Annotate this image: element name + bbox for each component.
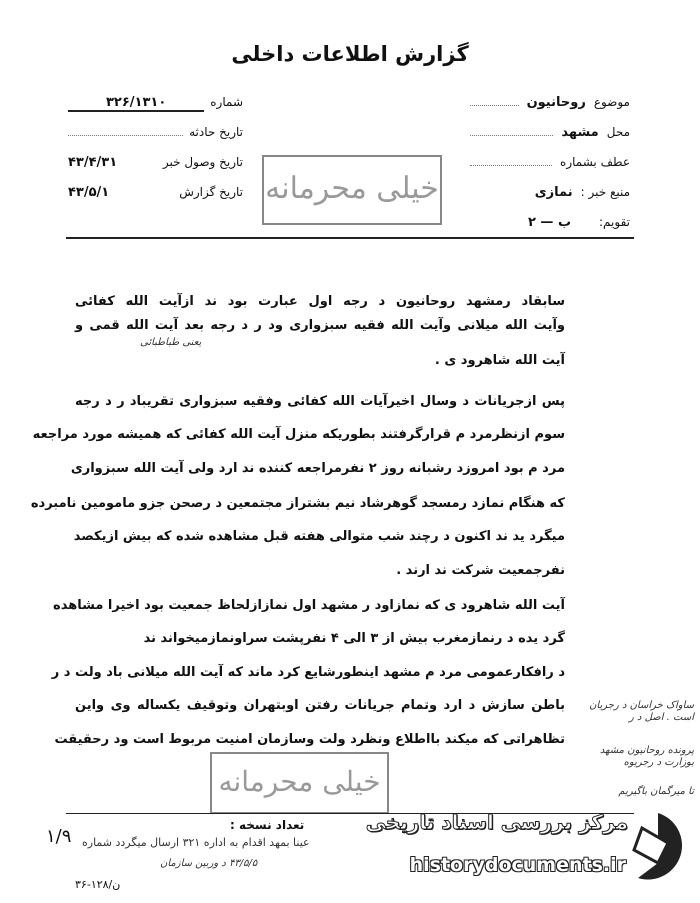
field-value: نمازی xyxy=(534,185,573,200)
body-line: آیت الله شاهرود ی که نمازاود ر مشهد اول نمازازلحاظ جمعیت بود اخیرا مشاهده xyxy=(53,598,565,613)
field-value: ب — ۲ xyxy=(527,215,572,230)
body-line: سابقاد رمشهد روحانیون د رجه اول عبارت بود ند ازآیت الله کفائی xyxy=(75,294,565,309)
document-title: گزارش اطلاعات داخلی xyxy=(231,42,469,66)
field-label: تاریخ وصول خبر xyxy=(162,155,243,169)
watermark-logo xyxy=(365,808,688,893)
handwritten-note: تا میرگمان باگیریم xyxy=(618,786,694,797)
confidential-stamp: خیلی محرمانه xyxy=(262,155,442,225)
margin-note: یعنی طباطبائی xyxy=(140,337,202,348)
handwritten-date: ۴۳/۵/۵ د وربین سازمان xyxy=(160,858,258,869)
fields-left xyxy=(68,95,243,215)
field-label: موضوع xyxy=(593,95,630,109)
field-subject xyxy=(470,95,630,125)
field-label: عطف بشماره xyxy=(560,155,630,169)
body-line: سوم ازنظرمرد م قرارگرفتند بطوریکه منزل آیت الله کفائی که همیشه مورد مراجعه xyxy=(32,427,565,442)
body-line: پس ازجریانات د وسال اخیرآیات الله کفائی وفقیه سبزواری تقریباد ر د رجه xyxy=(75,394,565,409)
dotted-line xyxy=(470,135,553,136)
body-line: گرد یده د رنمازمغرب بیش از ۳ الی ۴ نفرپشت سراونمازمیخواند ند xyxy=(143,631,565,646)
form-code: ن/۱۲۸-۳۶ xyxy=(75,878,121,891)
body-line: د رافکارعمومی مرد م مشهد اینطورشایع کرد ماند که آیت الله میلانی باد ولت د ر xyxy=(51,665,565,680)
field-received-date xyxy=(68,155,243,185)
dotted-line xyxy=(470,165,552,166)
field-value: ۴۳/۴/۳۱ xyxy=(68,155,118,170)
field-value: ۳۲۶/۱۳۱۰ xyxy=(68,95,204,112)
forwarding-line: عینا بمهد اقدام به اداره ۳۲۱ ارسال میگردد شماره xyxy=(82,836,310,849)
body-line: باطن سازش د ارد وتمام جریانات رفتن اوبتهران وتوقیف یکساله وی واین xyxy=(75,698,565,713)
confidential-stamp-bottom: خیلی محرمانه xyxy=(210,752,389,814)
field-label: منبع خبر : xyxy=(580,185,630,199)
field-reference xyxy=(470,155,630,185)
body-line: مرد م بود امروزد رشبانه روز ۲ نفرمراجعه کننده ند ارد ولی آیت الله سبزواری xyxy=(70,461,565,476)
field-label: تقویم: xyxy=(599,215,630,229)
watermark-text-fa: مرکز بررسی اسناد تاریخی xyxy=(365,810,628,834)
field-value: ۴۳/۵/۱ xyxy=(68,185,110,200)
handwritten-note: ساواک خراسان د رجریان است . اصل د ر xyxy=(589,700,694,723)
body-line: وآیت الله میلانی وآیت الله فقیه سبزواری ود ر د رجه بعد آیت الله قمی و xyxy=(75,318,565,333)
field-source xyxy=(470,185,630,215)
field-report-date xyxy=(68,185,243,215)
watermark-text-en: historydocuments.ir xyxy=(409,854,626,876)
handwritten-note: پرونده روحانیون مشهد بوزارت د رجریوه xyxy=(599,745,694,768)
field-rating xyxy=(470,215,630,245)
forwarding-number: ۱/۹ xyxy=(46,826,72,847)
dotted-line xyxy=(68,135,183,136)
body-line: میگرد ید ند اکنون د رچند شب متوالی هفته قبل مشاهده شده که بیش ازیکصد xyxy=(73,529,565,544)
body-line: نفرجمعیت شرکت ند ارند . xyxy=(396,563,565,578)
field-label: تاریخ حادثه xyxy=(189,125,243,139)
field-label: محل xyxy=(606,125,630,139)
document-archive-icon xyxy=(628,808,688,888)
body-line: آیت الله شاهرود ی . xyxy=(434,353,565,368)
body-line: که هنگام نمازد رمسجد گوهرشاد نیم بشتراز مجتمعین د رصحن جزو مامومین نامبرده xyxy=(30,496,565,511)
field-value: مشهد xyxy=(561,125,599,140)
field-label: تاریخ گزارش xyxy=(179,185,243,199)
fields-right xyxy=(470,95,630,245)
field-value: روحانیون xyxy=(526,95,586,110)
copies-label: تعداد نسخه : xyxy=(230,818,305,832)
body-line: تظاهراتی که میکند بااطلاع ونظرد ولت وسازمان امنیت مربوط است ود رحقیقت xyxy=(54,732,565,747)
field-incident-date xyxy=(68,125,243,155)
dotted-line xyxy=(470,105,519,106)
header-divider xyxy=(66,237,634,239)
field-location xyxy=(470,125,630,155)
field-number xyxy=(68,95,243,125)
field-label: شماره xyxy=(210,95,243,109)
